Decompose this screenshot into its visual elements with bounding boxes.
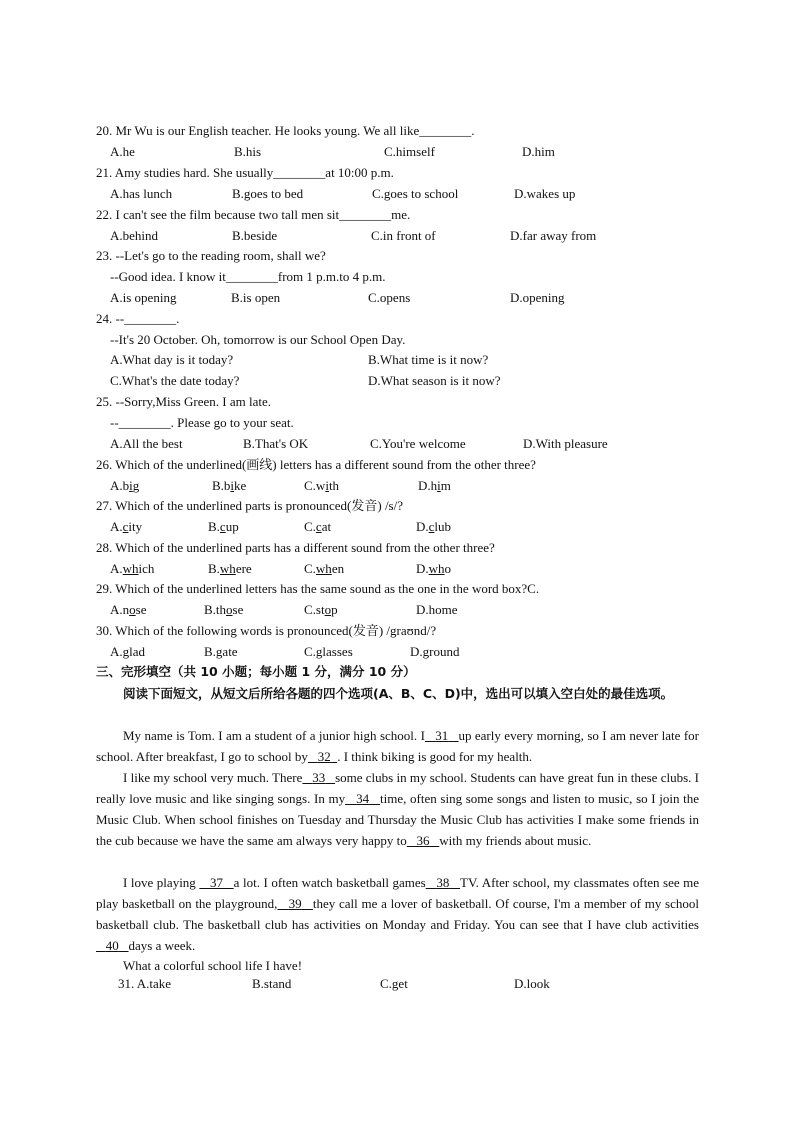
question-27-stem: 27. Which of the underlined parts is pronounced(发音) /s/? [96, 498, 403, 513]
passage-paragraph-4: What a colorful school life I have! [123, 958, 303, 973]
blank-40: 40 [105, 938, 119, 953]
option-c: C.What's the date today? [110, 373, 240, 388]
option-c: C.with [304, 478, 340, 493]
option-c: C.when [304, 561, 345, 576]
blank-36: 36 [416, 833, 430, 848]
option-d: D.ground [410, 644, 460, 659]
option-a: A.All the best [110, 436, 183, 451]
option-c: C.You're welcome [370, 436, 466, 451]
option-a: A.What day is it today? [110, 352, 234, 367]
blank-34: 34 [356, 791, 370, 806]
option-d: D.What season is it now? [368, 373, 501, 388]
section-instruction: 阅读下面短文，从短文后所给各题的四个选项(A、B、C、D)中，选出可以填入空白处的最佳选项。 [123, 686, 674, 701]
option-b: B.bike [212, 478, 247, 493]
blank-37: 37 [210, 875, 224, 890]
option-a: 31. A.take [118, 976, 172, 991]
question-30-stem: 30. Which of the following words is pronounced(发音) /graʊnd/? [96, 623, 437, 638]
option-b: B.That's OK [243, 436, 309, 451]
option-d: D.him [522, 144, 555, 159]
option-d: D.look [514, 976, 550, 991]
blank-32: 32 [317, 749, 331, 764]
option-c: C.himself [384, 144, 435, 159]
option-c: C.stop [304, 602, 338, 617]
option-d: D.far away from [510, 228, 597, 243]
passage-paragraph-3: I love playing 37 a lot. I often watch basketball games 38 TV. After school, my classmates often see me play basketball on the playground, 39 they call me a lover of basketball. Of course, I'm a member of my school basketball club. The basketball club has activities on Monday and Friday. You can see that I have club activities 40 days a week. [96, 875, 700, 953]
option-b: B.gate [204, 644, 238, 659]
option-b: B.What time is it now? [368, 352, 489, 367]
option-c: C.get [380, 976, 408, 991]
option-a: A.glad [110, 644, 146, 659]
question-22-stem: 22. I can't see the film because two tall men sit________me. [96, 207, 411, 222]
option-c: C.in front of [371, 228, 436, 243]
option-a: A.he [110, 144, 135, 159]
question-24-stem-2: --It's 20 October. Oh, tomorrow is our School Open Day. [110, 332, 406, 347]
option-d: D.opening [510, 290, 565, 305]
option-c: C.goes to school [372, 186, 459, 201]
question-26-stem: 26. Which of the underlined(画线) letters has a different sound from the other three? [96, 457, 536, 472]
option-d: D.wakes up [514, 186, 576, 201]
option-b: B.cup [208, 519, 239, 534]
option-b: B.stand [252, 976, 292, 991]
option-b: B.those [204, 602, 244, 617]
question-25-stem: 25. --Sorry,Miss Green. I am late. [96, 394, 271, 409]
option-d: D.who [416, 561, 452, 576]
option-b: B.goes to bed [232, 186, 304, 201]
question-28-stem: 28. Which of the underlined parts has a different sound from the other three? [96, 540, 495, 555]
option-c: C.cat [304, 519, 332, 534]
question-25-stem-2: --________. Please go to your seat. [110, 415, 294, 430]
section-heading: 三、完形填空（共 10 小题；每小题 1 分，满分 10 分） [96, 664, 416, 679]
option-d: D.him [418, 478, 451, 493]
question-21-stem: 21. Amy studies hard. She usually________at 10:00 p.m. [96, 165, 394, 180]
option-a: A.big [110, 478, 140, 493]
option-a: A.behind [110, 228, 159, 243]
blank-38: 38 [436, 875, 450, 890]
option-d: D.With pleasure [523, 436, 608, 451]
option-a: A.nose [110, 602, 147, 617]
passage-paragraph-2: I like my school very much. There 33 some clubs in my school. Students can have great fun in these clubs. I really love music and like singing songs. In my 34 time, often sing some songs and listen to music, so I join the Music Club. When school finishes on Tuesday and Thursday the Music Club has activities I make some friends in the cub because we have the same am always very happy to 36 with my friends about music. [96, 770, 700, 848]
blank-39: 39 [288, 896, 302, 911]
option-b: B.his [234, 144, 262, 159]
option-c: C.opens [368, 290, 411, 305]
option-a: A.city [110, 519, 143, 534]
option-b: B.where [208, 561, 252, 576]
blank-31: 31 [435, 728, 449, 743]
question-23-stem: 23. --Let's go to the reading room, shall we? [96, 248, 326, 263]
passage-paragraph-1: My name is Tom. I am a student of a junior high school. I 31 up early every morning, so I am never late for school. After breakfast, I go to school by 32 . I think biking is good for my health. [96, 728, 700, 764]
question-23-stem-2: --Good idea. I know it________from 1 p.m.to 4 p.m. [110, 269, 386, 284]
question-24-stem: 24. --________. [96, 311, 180, 326]
option-a: A.has lunch [110, 186, 173, 201]
blank-33: 33 [312, 770, 326, 785]
question-29-stem: 29. Which of the underlined letters has the same sound as the one in the word box?C. [96, 581, 540, 596]
question-20-stem: 20. Mr Wu is our English teacher. He looks young. We all like________. [96, 123, 475, 138]
option-a: A.is opening [110, 290, 177, 305]
option-d: D.club [416, 519, 452, 534]
option-a: A.which [110, 561, 155, 576]
option-b: B.beside [232, 228, 278, 243]
option-d: D.home [416, 602, 458, 617]
option-c: C.glasses [304, 644, 353, 659]
option-b: B.is open [231, 290, 281, 305]
